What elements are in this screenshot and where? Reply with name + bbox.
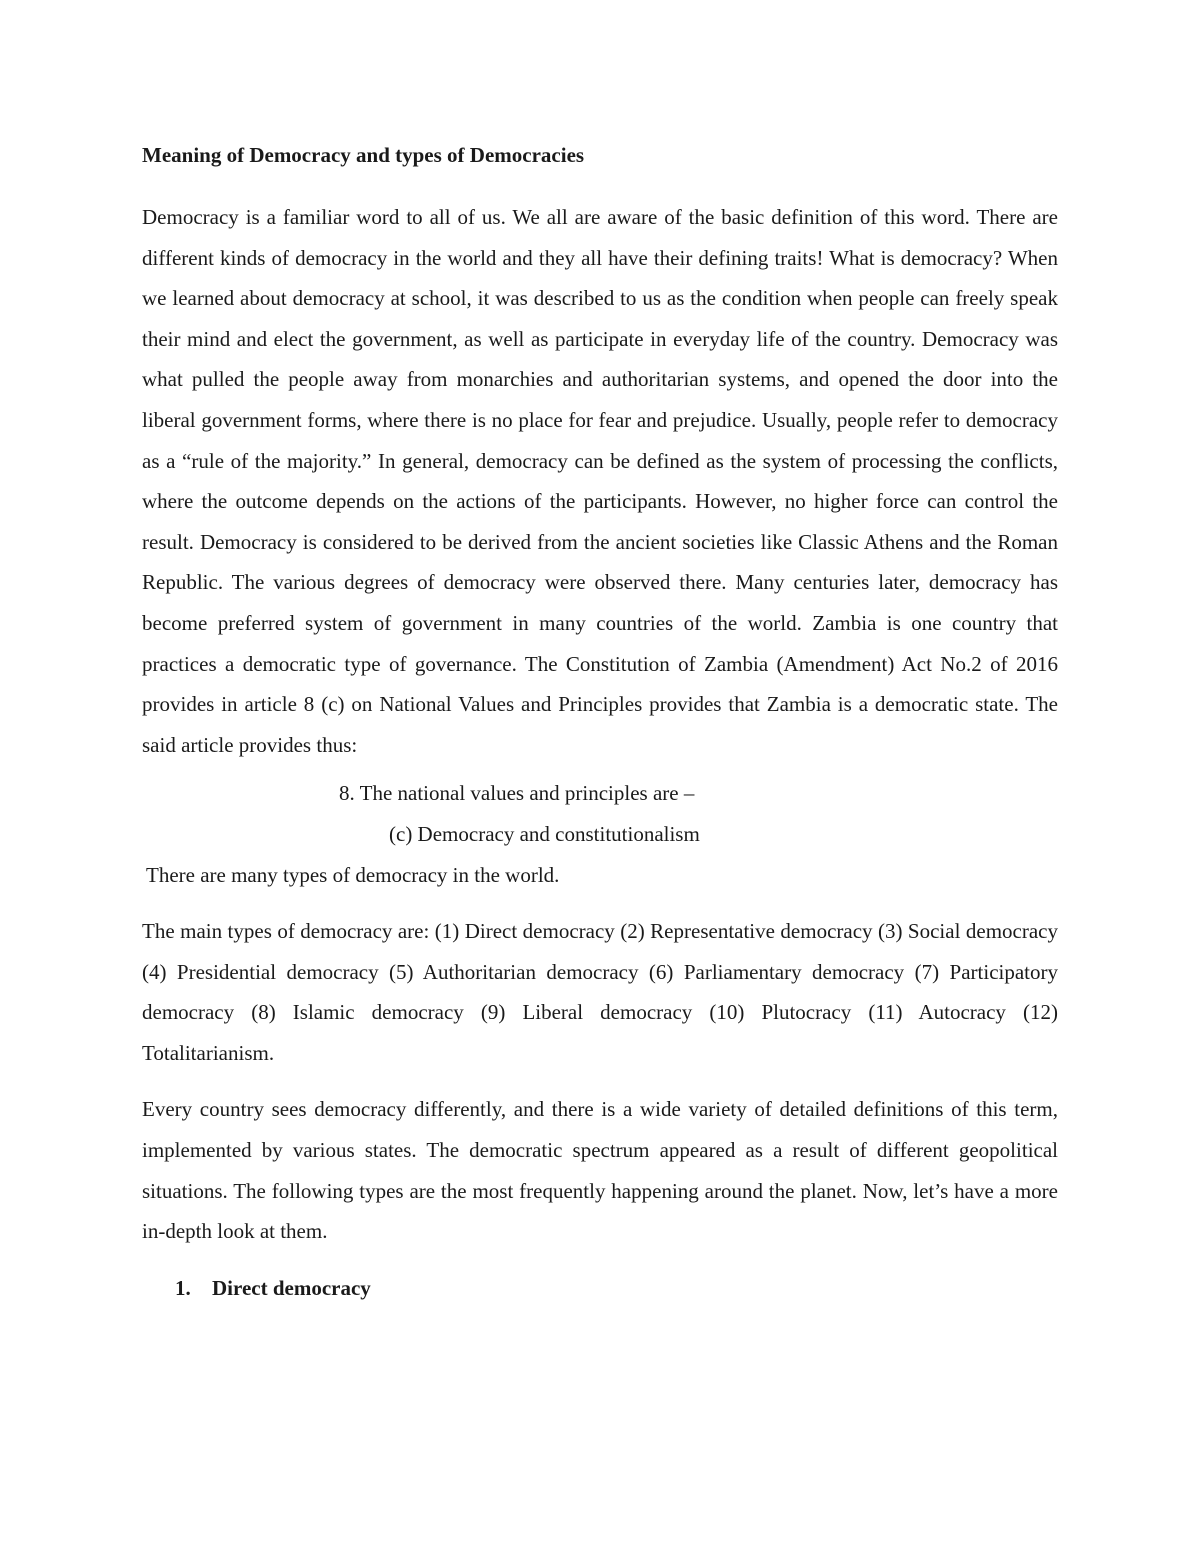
paragraph-main-types: The main types of democracy are: (1) Direct democracy (2) Representative democracy (3) Social democracy (4) Presidential democracy (5) Authoritarian democracy (6) Parliamentary democracy (7) Participatory democracy (8) Islamic democracy (9) Liberal democracy (10) Plutocracy (11) Autocracy (12) Totalitarianism. [142,919,1058,1065]
paragraph-types-intro: There are many types of democracy in the world. [146,862,560,887]
paragraph-intro: Democracy is a familiar word to all of us. We all are aware of the basic definition of this word. There are different kinds of democracy in the world and they all have their defining traits! What is democracy? When we learned about democracy at school, it was described to us as the condition when people can freely speak their mind and elect the government, as well as participate in everyday life of the country. Democracy was what pulled the people away from monarchies and authoritarian systems, and opened the door into the liberal government forms, where there is no place for fear and prejudice. Usually, people refer to democracy as a “rule of the majority.” In general, democracy can be defined as the system of processing the conflicts, where the outcome depends on the actions of the participants. However, no higher force can control the result. Democracy is considered to be derived from the ancient societies like Classic Athens and the Roman Republic. The various degrees of democracy were observed there. Many centuries later, democracy has become preferred system of government in many countries of the world. Zambia is one country that practices a democratic type of governance. The Constitution of Zambia (Amendment) Act No.2 of 2016 provides in article 8 (c) on National Values and Principles provides that Zambia is a democratic state. The said article provides thus: [142,205,1058,757]
section-heading-number: 1. [175,1275,191,1300]
document-title: Meaning of Democracy and types of Democracies [142,143,585,167]
paragraph-varieties: Every country sees democracy differently, and there is a wide variety of detailed definitions of this term, implemented by various states. The democratic spectrum appeared as a result of different geopolitical situations. The following types are the most frequently happening around the planet. Now, let’s have a more in-depth look at them. [142,1097,1058,1244]
section-heading-text: Direct democracy [212,1275,371,1300]
section-heading [142,1268,1058,1309]
quoted-article-subclause: (c) Democracy and constitutionalism [389,821,700,846]
quoted-article-line: 8. The national values and principles are – [339,781,695,806]
document-page [142,140,1058,1308]
